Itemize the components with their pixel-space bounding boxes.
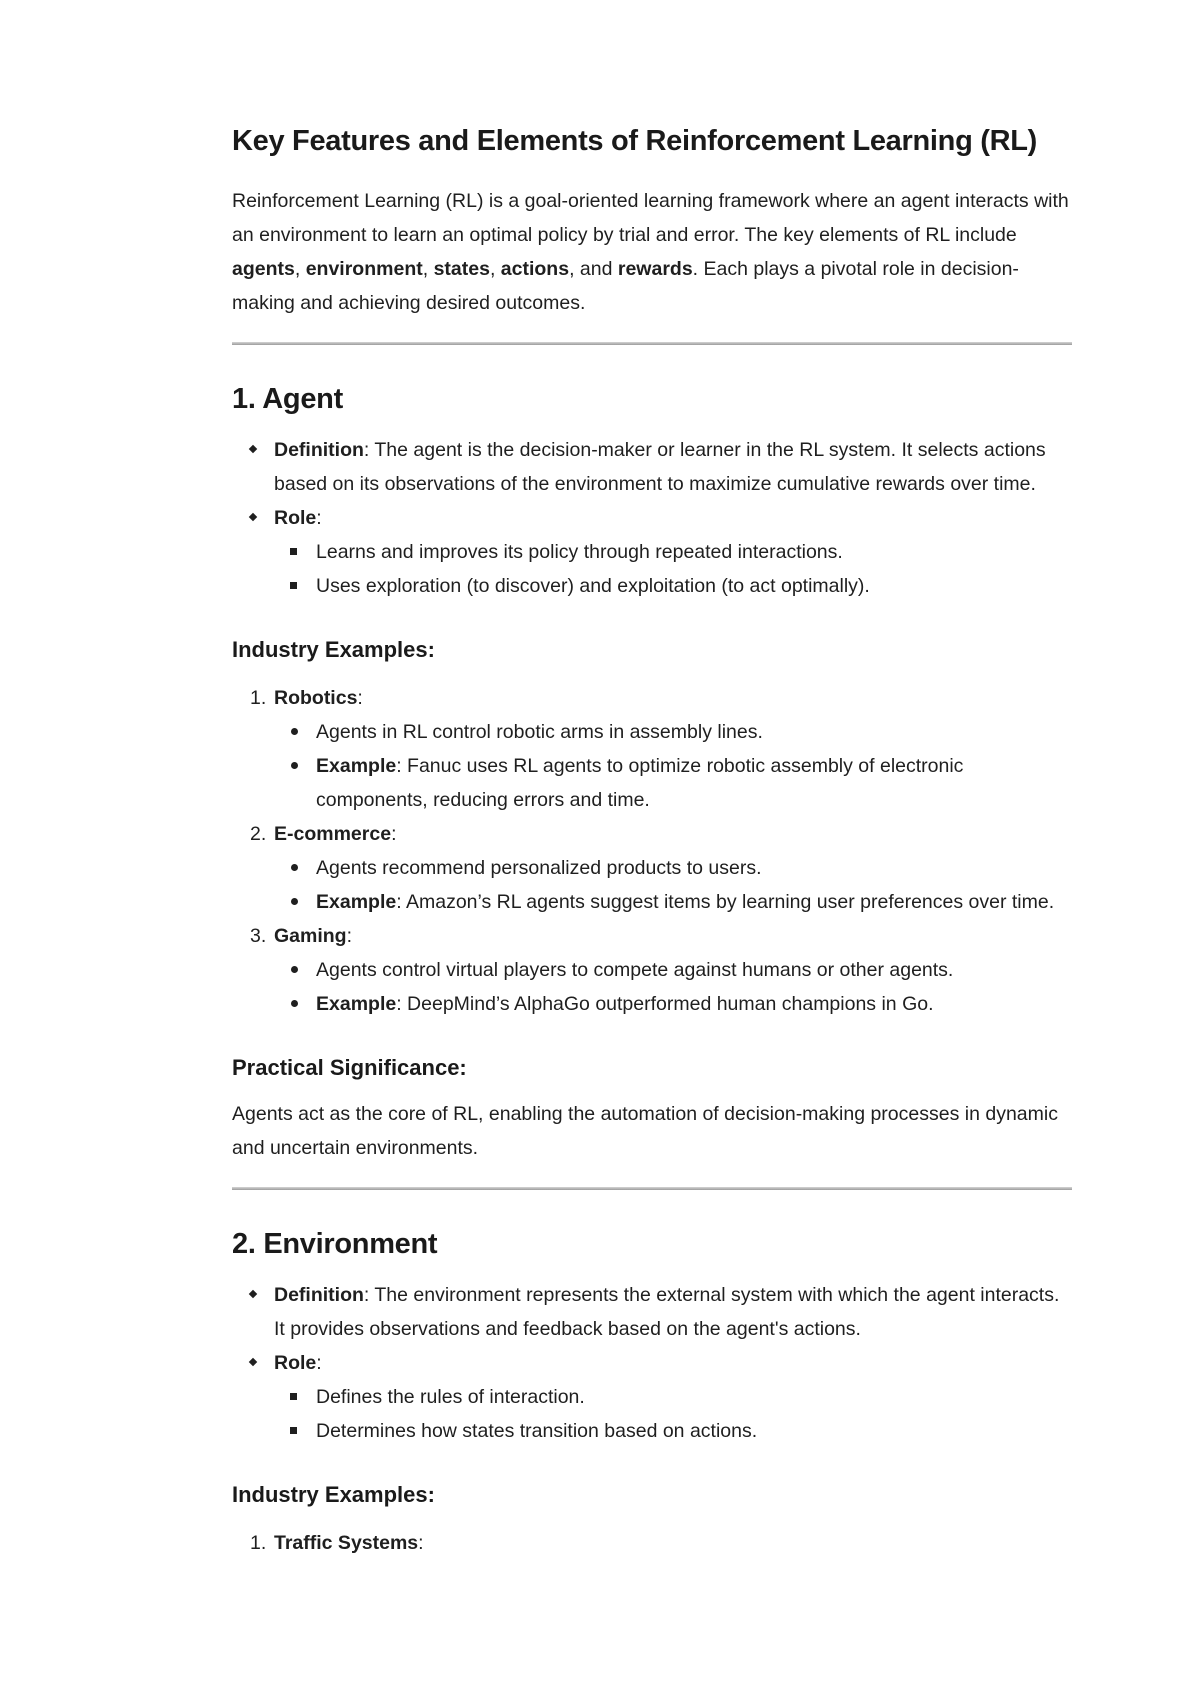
dot-bullet-icon [291, 864, 298, 871]
section-divider [232, 1187, 1072, 1190]
keyword-actions: actions [500, 258, 570, 280]
intro-text: Reinforcement Learning (RL) is a goal-oriented learning framework where an agent interacts with an environment to learn an optimal policy by trial and error. The key elements of RL include [232, 190, 1069, 246]
list-item [274, 715, 1072, 749]
example-point: Agents recommend personalized products to users. [316, 857, 762, 879]
role-text: Uses exploration (to discover) and exploitation (to act optimally). [316, 575, 870, 597]
list-item [232, 501, 1072, 603]
environment-examples-list [232, 1526, 1072, 1560]
item-number: 1. [250, 687, 267, 709]
keyword-states: states [433, 258, 490, 280]
list-item [232, 1526, 1072, 1560]
intro-paragraph [232, 184, 1072, 320]
practical-significance-heading: Practical Significance: [232, 1055, 467, 1080]
list-item [274, 1380, 1072, 1414]
dot-bullet-icon [291, 898, 298, 905]
agent-bullet-list [232, 433, 1072, 603]
example-category: Gaming [274, 925, 347, 947]
item-number: 3. [250, 925, 267, 947]
example-point: Agents control virtual players to compete against humans or other agents. [316, 959, 954, 981]
role-text: Determines how states transition based on actions. [316, 1420, 758, 1442]
example-category: Traffic Systems [274, 1532, 419, 1554]
example-sublist [274, 715, 1072, 817]
colon: : [346, 925, 353, 947]
square-bullet-icon [290, 548, 297, 555]
industry-examples-heading: Industry Examples: [232, 1482, 435, 1507]
agent-examples-list [232, 681, 1072, 1021]
item-number: 2. [250, 823, 267, 845]
role-sublist [274, 1380, 1072, 1448]
square-bullet-icon [290, 1393, 297, 1400]
keyword-rewards: rewards [617, 258, 693, 280]
example-label: Example [316, 993, 397, 1015]
list-item [232, 817, 1072, 919]
significance-paragraph: Agents act as the core of RL, enabling the automation of decision-making processes in dynamic and uncertain environments. [232, 1103, 1058, 1159]
separator: , and [569, 258, 618, 280]
list-item [232, 1346, 1072, 1448]
role-text: Learns and improves its policy through repeated interactions. [316, 541, 843, 563]
example-text: : Amazon’s RL agents suggest items by learning user preferences over time. [396, 891, 1055, 913]
role-label: Role [274, 507, 317, 529]
separator: , [422, 258, 434, 280]
example-label: Example [316, 891, 397, 913]
definition-label: Definition [274, 1284, 364, 1306]
definition-text: : The environment represents the external system with which the agent interacts. It provides observations and feedback based on the agent's actions. [274, 1284, 1060, 1340]
example-label: Example [316, 755, 397, 777]
list-item [274, 1414, 1072, 1448]
dot-bullet-icon [291, 762, 298, 769]
environment-bullet-list [232, 1278, 1072, 1448]
intro-text-end: . Each plays a pivotal role in decision-making and achieving desired outcomes. [232, 258, 1019, 314]
square-bullet-icon [290, 1427, 297, 1434]
list-item [274, 535, 1072, 569]
section-heading-environment: 2. Environment [232, 1228, 438, 1260]
list-item [232, 433, 1072, 501]
list-item [274, 987, 1072, 1021]
colon: : [391, 823, 397, 845]
dot-bullet-icon [291, 728, 298, 735]
dot-bullet-icon [291, 1000, 298, 1007]
diamond-bullet-icon [249, 1358, 257, 1366]
example-text: : Fanuc uses RL agents to optimize robotic assembly of electronic components, reducing errors and time. [316, 755, 964, 811]
example-category: Robotics [274, 687, 358, 709]
colon: : [418, 1532, 424, 1554]
example-point: Agents in RL control robotic arms in assembly lines. [316, 721, 763, 743]
item-number: 1. [250, 1532, 267, 1554]
square-bullet-icon [290, 582, 297, 589]
diamond-bullet-icon [249, 1290, 257, 1298]
role-text: Defines the rules of interaction. [316, 1386, 585, 1408]
section-heading-agent: 1. Agent [232, 383, 343, 415]
section-divider [232, 342, 1072, 345]
example-category: E-commerce [274, 823, 392, 845]
colon: : [357, 687, 363, 709]
list-item [232, 681, 1072, 817]
example-sublist [274, 953, 1072, 1021]
role-label: Role [274, 1352, 317, 1374]
separator: , [294, 258, 306, 280]
list-item [232, 1278, 1072, 1346]
definition-label: Definition [274, 439, 364, 461]
role-colon: : [316, 1352, 322, 1374]
example-text: : DeepMind’s AlphaGo outperformed human champions in Go. [396, 993, 934, 1015]
dot-bullet-icon [291, 966, 298, 973]
diamond-bullet-icon [249, 513, 257, 521]
list-item [274, 851, 1072, 885]
list-item [232, 919, 1072, 1021]
page-title: Key Features and Elements of Reinforcement Learning (RL) [232, 125, 1038, 157]
example-sublist [274, 851, 1072, 919]
list-item [274, 569, 1072, 603]
list-item [274, 749, 1072, 817]
role-sublist [274, 535, 1072, 603]
list-item [274, 885, 1072, 919]
keyword-agents: agents [232, 258, 295, 280]
definition-text: : The agent is the decision-maker or learner in the RL system. It selects actions based on its observations of the environment to maximize cumulative rewards over time. [274, 439, 1046, 495]
keyword-environment: environment [305, 258, 423, 280]
industry-examples-heading: Industry Examples: [232, 637, 435, 662]
document-content [232, 118, 1072, 1560]
list-item [274, 953, 1072, 987]
separator: , [489, 258, 501, 280]
diamond-bullet-icon [249, 445, 257, 453]
role-colon: : [316, 507, 322, 529]
